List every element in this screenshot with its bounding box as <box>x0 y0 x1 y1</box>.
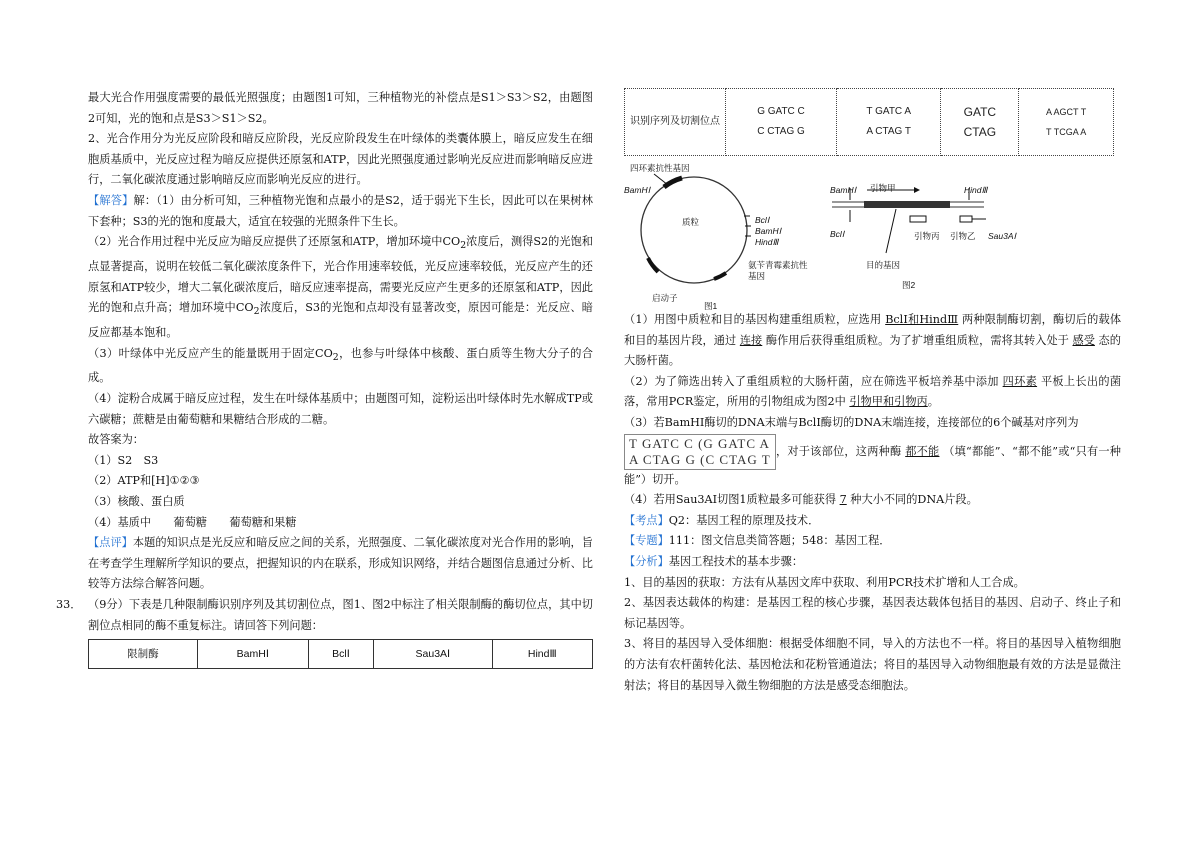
q4-answer: 7 <box>839 493 847 507</box>
seq-top: GATC <box>963 105 997 119</box>
q4-text-b: 种大小不同的DNA片段。 <box>850 493 978 507</box>
promoter-mark <box>648 258 658 272</box>
seq-top: T GATC A <box>866 106 912 117</box>
seq-bottom: C CTAG G <box>757 126 805 137</box>
answer-2: （2）ATP和[H]①②③ <box>88 474 200 488</box>
q2-answer-2: 引物甲和引物丙 <box>849 395 928 409</box>
fenxi-text: 基因工程技术的基本步骤： <box>668 554 804 568</box>
right-column <box>624 88 1121 696</box>
table-cell: 识别序列及切割位点 <box>625 89 726 156</box>
q4 <box>624 490 1121 511</box>
answer-1: （1）S2 S3 <box>88 453 159 467</box>
q3-text-c: （填“都能”、“都不能”或“只有一种能”）切开。 <box>624 444 1121 486</box>
fig1-tet-label: 四环素抗性基因 <box>630 163 690 173</box>
answer-text-2b: 浓度后，测得S2的光饱和点显著提高，说明在较低二氧化碳浓度条件下，光合作用速率较低，光反应速率较低，光反应产生的还原氢和ATP较少，增大二氧化碳浓度后，暗反应速率提高，需要光反应产生更多的还原氢和ATP，因此光的饱和点升高；增加环境中CO <box>88 235 593 315</box>
step-1: 1、目的基因的获取：方法有从基因文库中获取、利用PCR技术扩增和人工合成。 <box>624 575 1025 589</box>
tet-gene-mark <box>664 178 682 187</box>
fig2-primer-b-label: 引物乙 <box>950 231 976 241</box>
table-cell: BamHⅠ <box>197 640 308 669</box>
q3 <box>624 413 1121 434</box>
seq-top: G GATC C <box>757 106 805 117</box>
cut-site-table <box>624 88 1114 156</box>
answer-text-1: 解：（1）由分析可知，三种植物光饱和点最小的是S2，适于弱光下生长，因此可以在果树林下套种；S3的光的饱和度最大，适宜在较强的光照条件下生长。 <box>88 193 593 228</box>
q2-text-a: （2）为了筛选出转入了重组质粒的大肠杆菌，应在筛选平板培养基中添加 <box>624 374 999 388</box>
primer-c-box <box>910 216 926 222</box>
figure-diagrams <box>624 160 1114 310</box>
fig2-primer-a-label: 引物甲 <box>870 183 896 193</box>
q2-text-b: 平板上长出的菌落，常用PCR鉴定，所用的引物组成为图2中 <box>624 374 1122 409</box>
amp-gene-mark <box>714 273 726 279</box>
fig1-plasmid-label: 质粒 <box>682 217 700 227</box>
q2-answer-1: 四环素 <box>1002 374 1038 388</box>
seq-bottom: A CTAG G (C CTAG T <box>629 451 771 467</box>
paragraph-compensation: 最大光合作用强度需要的最低光照强度；由题图1可知，三种植物光的补偿点是S1＞S3＞S2，由题图2可知，光的饱和点是S3＞S1＞S2。 <box>88 91 593 125</box>
question-number: 33． <box>56 597 82 611</box>
q1-answer-3: 感受 <box>1072 333 1095 347</box>
table-row <box>625 89 1114 156</box>
comment-paragraph <box>88 533 593 595</box>
q1-text-d: 态的大肠杆菌。 <box>624 333 1121 368</box>
q3-text-b: ，对于该部位，这两种酶 <box>775 444 902 458</box>
q1-answer-2: 连接 <box>739 333 763 347</box>
answer-paragraph-1 <box>88 191 593 232</box>
figures <box>624 160 1114 310</box>
answer-tag: 【解答】 <box>88 193 134 207</box>
zhuanti-tag: 【专题】 <box>624 534 669 548</box>
fig1-hind-label: HindⅢ <box>755 237 779 247</box>
target-gene-bar <box>864 201 950 208</box>
paragraph-analysis-2: 2、光合作用分为光反应阶段和暗反应阶段，光反应阶段发生在叶绿体的类囊体膜上，暗反应发生在细胞质基质中，光反应过程为暗反应提供还原氢和ATP，因此光照强度通过影响光反应进而影响暗反应进行，二氧化碳浓度通过影响暗反应而影响光反应的进行。 <box>88 132 593 187</box>
answer-paragraph-2: （2）光合作用过程中光反应为暗反应提供了还原氢和ATP，增加环境中$CO_2$浓度后，测得S2的光饱和点显著提高，说明在较低二氧化碳浓度条件下，光合作用速率较低，光反应速率较低，光反应产生的还原氢和ATP较少，增大二氧化碳浓度后，暗反应速率提高，需要光反应产生更多的还原氢和ATP，因此光的饱和点升高；增加环境中$CO_2$浓度后，S3的光饱和点却没有显著改变，原因可能是：光反应、暗反应都基本饱和。 <box>88 235 593 339</box>
q1-text-b: 两种限制酶切割，酶切后的载体和目的基因片段，通过 <box>624 313 1122 347</box>
seq-cell <box>941 89 1019 156</box>
fig2-caption: 图2 <box>902 280 916 290</box>
q2 <box>624 372 1121 413</box>
step-2: 2、基因表达载体的构建：是基因工程的核心步骤，基因表达载体包括目的基因、启动子、终止子和标记基因等。 <box>624 596 1121 630</box>
ligation-sequence <box>624 434 776 470</box>
seq-bottom: CTAG <box>963 125 997 139</box>
answer-text-3a: （3）叶绿体中光反应产生的能量既用于固定CO <box>88 346 333 360</box>
table-row <box>89 640 593 669</box>
answer-summary-label: 故答案为： <box>88 433 144 447</box>
fig1-bcl-label: BclⅠ <box>755 215 770 225</box>
fig2-hind-label: HindⅢ <box>964 185 988 195</box>
fig1-caption: 图1 <box>704 301 718 311</box>
fig1-amp-label: 氨苄青霉素抗性基因 <box>748 260 808 281</box>
fenxi-tag: 【分析】 <box>624 554 669 568</box>
answer-paragraph-3: （3）叶绿体中光反应产生的能量既用于固定$CO_2$，也参与叶绿体中核酸、蛋白质等生物大分子的合成。 <box>88 346 593 385</box>
comment-text: 本题的知识点是光反应和暗反应之间的关系，光照强度、二氧化碳浓度对光合作用的影响，旨在考查学生理解所学知识的要点，把握知识的内在联系，形成知识网络，并结合题图信息通过分析、比较等方法综合解答问题。 <box>88 536 593 591</box>
table-cell: BclⅠ <box>308 640 373 669</box>
q1-answer-1: BclⅠ和HindⅢ <box>885 313 959 326</box>
left-column <box>56 88 593 669</box>
q3-seq-line <box>624 434 1121 491</box>
fig2-target-label: 目的基因 <box>866 260 901 270</box>
primer-b-box <box>960 216 972 222</box>
answer-4: （4）基质中 葡萄糖 葡萄糖和果糖 <box>88 515 297 529</box>
seq-cell <box>726 89 837 156</box>
table-cell: 限制酶 <box>89 640 198 669</box>
fig1-bamh2-label: BamHⅠ <box>755 226 782 236</box>
seq-bottom: A CTAG T <box>866 126 912 137</box>
q1 <box>624 310 1121 372</box>
fig1-bamh-label: BamHⅠ <box>624 185 651 195</box>
fig2-bcl-label: BclⅠ <box>830 229 845 239</box>
seq-cell <box>836 89 941 156</box>
table-cell: Sau3AⅠ <box>374 640 493 669</box>
q1-text-c: 酶作用后获得重组质粒。为了扩增重组质粒，需将其转入处于 <box>765 333 1069 347</box>
table-cell: HindⅢ <box>492 640 592 669</box>
step-3: 3、将目的基因导入受体细胞：根据受体细胞不同，导入的方法也不一样。将目的基因导入植物细胞的方法有农杆菌转化法、基因枪法和花粉管通道法；将目的基因导入动物细胞最有效的方法是显微注射法；将目的基因导入微生物细胞的方法是感受态细胞法。 <box>624 637 1121 692</box>
q2-text-c: 。 <box>927 395 939 409</box>
zhuanti-text: 111：图文信息类简答题；548：基因工程． <box>668 534 891 548</box>
kaodian <box>624 511 1121 532</box>
answer-text-2a: （2）光合作用过程中光反应为暗反应提供了还原氢和ATP，增加环境中CO <box>88 235 461 249</box>
answer-text-2c: 浓度后，S3的光饱和点却没有显著改变，原因可能是：光反应、暗反应都基本饱和。 <box>88 301 593 339</box>
fig2-bamh-label: BamHⅠ <box>830 185 857 195</box>
kaodian-tag: 【考点】 <box>624 513 669 527</box>
question-text: （9分）下表是几种限制酶识别序列及其切割位点，图1、图2中标注了相关限制酶的酶切位点，其中切割位点相同的酶不重复标注。请回答下列问题： <box>88 597 593 632</box>
q3-text-a: （3）若BamHⅠ酶切的DNA末端与BclⅠ酶切的DNA末端连接，连接部位的6个碱基对序列为 <box>624 415 1079 429</box>
question-33 <box>56 595 593 636</box>
q3-answer: 都不能 <box>905 444 940 458</box>
seq-top: T GATC C (G GATC A <box>629 435 770 451</box>
answer-3: （3）核酸、蛋白质 <box>88 494 185 508</box>
q1-text-a: （1）用图中质粒和目的基因构建重组质粒，应选用 <box>624 313 882 326</box>
comment-tag: 【点评】 <box>88 536 133 550</box>
fig1-promoter-label: 启动子 <box>652 293 678 303</box>
enzyme-table <box>88 639 593 669</box>
zhuanti <box>624 531 1121 552</box>
fig2-primer-c-label: 引物丙 <box>914 231 940 241</box>
answer-paragraph-4: （4）淀粉合成属于暗反应过程，发生在叶绿体基质中；由题图可知，淀粉运出叶绿体时先水解成TP或六碳糖；蔗糖是由葡萄糖和果糖结合形成的二糖。 <box>88 392 593 426</box>
seq-bottom: T TCGA A <box>1046 127 1087 137</box>
answer-text-3b: ，也参与叶绿体中核酸、蛋白质等生物大分子的合成。 <box>88 346 593 385</box>
kaodian-text: Q2：基因工程的原理及技术． <box>668 513 820 527</box>
q4-text-a: （4）若用Sau3AⅠ切图1质粒最多可能获得 <box>624 493 837 507</box>
seq-cell <box>1019 89 1114 156</box>
target-gene-pointer <box>886 209 896 253</box>
seq-top: A AGCT T <box>1046 107 1087 117</box>
fenxi <box>624 552 1121 573</box>
fig2-sau-label: Sau3AⅠ <box>988 231 1017 241</box>
